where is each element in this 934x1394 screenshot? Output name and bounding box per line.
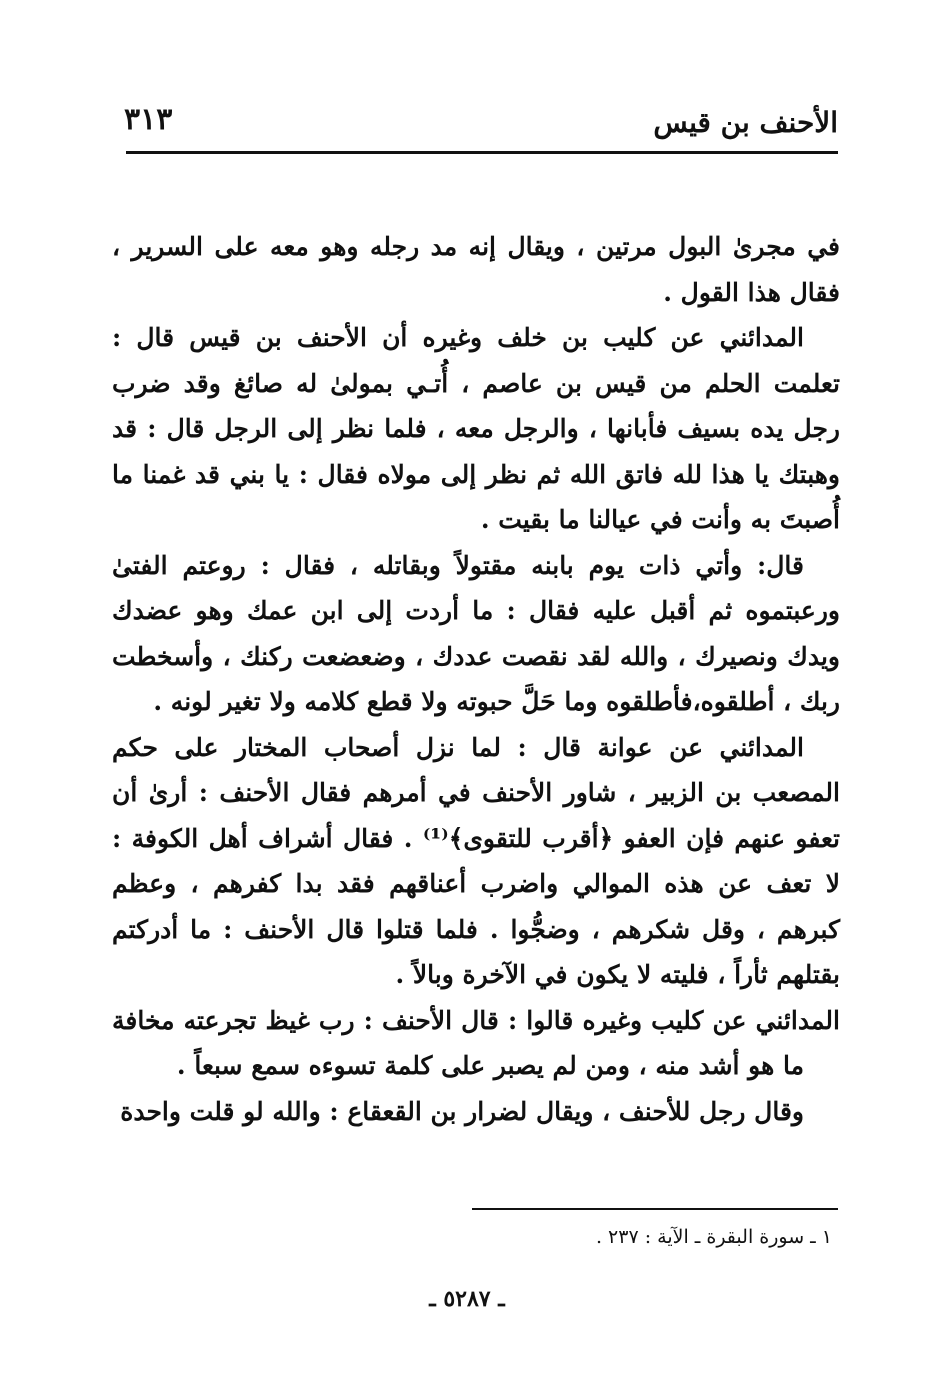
paragraph: المدائني عن كليب وغيره قالوا : قال الأحنف : رب غيظ تجرعته مخافة ما هو أشد منه ، ومن لم يصبر على كلمة تسوءه سمع سبعاً . bbox=[112, 1005, 840, 1080]
paragraph: قال: وأتي ذات يوم بابنه مقتولاً وبقاتله ، فقال : روعتم الفتىٰ ورعبتموه ثم أقبل عليه فقال : ما أردت إلى ابن عمك وهو عضدك ويدك ونصيرك ، والله لقد نقصت عددك ، وضعضعت ركنك ، وأسخطت ربك ، أطلقوه،فأطلقوه وما حَلَّ حبوته ولا قطع كلامه ولا تغير لونه . bbox=[112, 550, 840, 716]
paragraph: المدائني عن عوانة قال : لما نزل أصحاب المختار على حكم المصعب بن الزبير ، شاور الأحنف في أمرهم فقال الأحنف : أرىٰ أن تعفو عنهم فإن العفو ﴿أقرب للتقوى﴾⁽¹⁾ . فقال أشراف أهل الكوفة : لا تعف عن هذه الموالي واضرب أعناقهم فقد بدا كفرهم ، وعظم كبرهم ، وقل شكرهم ، وضجُّوا . فلما قتلوا قال الأحنف : ما أدركتم بقتلهم ثأراً ، فليته لا يكون في الآخرة وبالاً . bbox=[112, 732, 840, 989]
main-text bbox=[112, 224, 840, 1134]
footer-page-number: ـ ٥٢٨٧ ـ bbox=[429, 1286, 505, 1312]
paragraph: وقال رجل للأحنف ، ويقال لضرار بن القعقاع : والله لو قلت واحدة bbox=[120, 1096, 804, 1126]
footnote: ١ ـ سورة البقرة ـ الآية : ٢٣٧ . bbox=[595, 1226, 832, 1248]
header-rule bbox=[126, 151, 838, 154]
paragraph: المدائني عن كليب بن خلف وغيره أن الأحنف بن قيس قال : تعلمت الحلم من قيس بن عاصم ، أُتـي بمولىٰ له صائغ وقد ضرب رجل يده بسيف فأبانها ، والرجل معه ، فلما نظر إلى الرجل قال : قد وهبتك يا هذا لله فاتق الله ثم نظر إلى مولاه فقال : يا بني قد غمنا ما أُصبتَ به وأنت في عيالنا ما بقيت . bbox=[112, 323, 840, 534]
running-title: الأحنف بن قيس bbox=[653, 106, 838, 139]
footnote-rule bbox=[472, 1208, 838, 1210]
running-header bbox=[118, 98, 838, 148]
header-page-number: ٣١٣ bbox=[124, 102, 173, 137]
paragraph-continuation: في مجرىٰ البول مرتين ، ويقال إنه مد رجله وهو معه على السرير ، فقال هذا القول . bbox=[112, 232, 840, 307]
